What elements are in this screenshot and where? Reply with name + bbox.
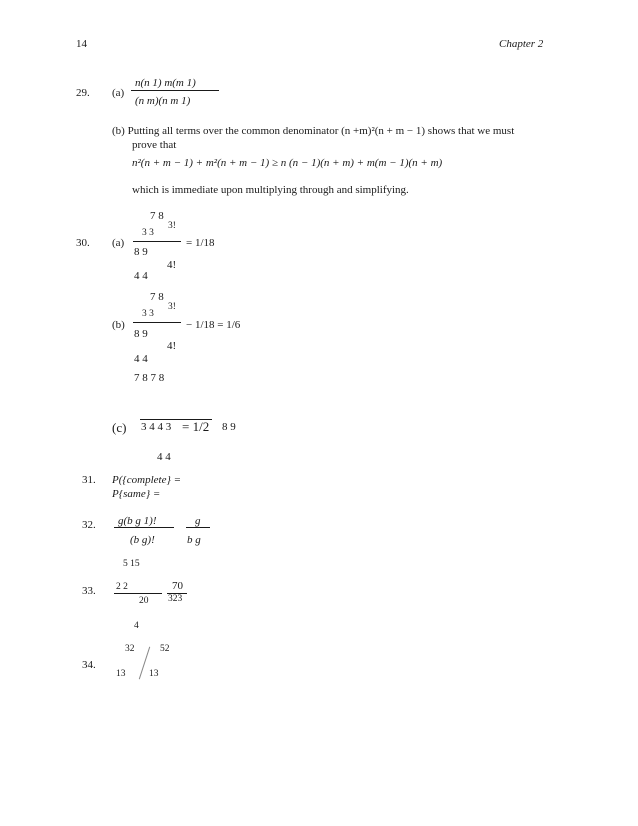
p30a-top: 7 8 [150,210,164,222]
p30c-44: 4 4 [157,451,171,463]
problem-30-number: 30. [76,237,90,249]
p30c-digits: 3 4 4 3 [141,421,172,433]
problem-29b-inequality: n²(n + m − 1) + m²(n + m − 1) ≥ n (n − 1)(n + m) + m(m − 1)(n + m) [132,157,443,169]
fraction-bar [114,593,162,594]
problem-29a-label: (a) [112,87,125,99]
p34-bottom-right: 13 [149,669,159,679]
p31-line1: P({complete} = [112,474,182,486]
fraction-bar [131,90,219,91]
p30b-threes: 3 3 [142,309,154,319]
p32-denominator-2: b g [187,534,201,546]
p30a-result: = 1/18 [186,237,215,249]
problem-29b-text: (b) Putting all terms over the common denominator (n +m)²(n + m − 1) shows that we must [112,125,515,137]
p30b-result: − 1/18 = 1/6 [186,319,241,331]
problem-30b-label: (b) [112,319,125,331]
fraction-bar [133,322,181,323]
problem-29b-text: which is immediate upon multiplying through and simplifying. [132,184,409,196]
p33-top: 5 15 [123,559,140,569]
fraction-bar [114,527,174,528]
p33-frac-num: 70 [172,580,183,592]
p31-line2: P{same} = [112,488,161,500]
p32-numerator-1: g(b g 1)! [118,515,157,527]
problem-29b-text: prove that [132,139,177,151]
problem-30c-label: (c) [112,420,127,435]
p33-frac-den: 323 [168,594,183,604]
problem-29a-numerator: n(n 1) m(m 1) [135,77,196,89]
problem-32-number: 32. [82,519,96,531]
p30a-threes: 3 3 [142,228,154,238]
p30b-top: 7 8 [150,291,164,303]
p30a-89: 8 9 [134,246,148,258]
problem-34-number: 34. [82,659,96,671]
p32-numerator-2: g [195,515,201,527]
p33-denominator: 20 [139,596,149,606]
p30c-89: 8 9 [222,421,236,433]
p30a-factorial: 3! [168,221,176,231]
p33-bottom: 4 [134,621,139,631]
problem-33-number: 33. [82,585,96,597]
p32-denominator-1: (b g)! [130,534,155,546]
p33-row: 2 2 [116,582,128,592]
problem-31-number: 31. [82,474,96,486]
page-number: 14 [76,38,87,50]
p30b-factorial: 3! [168,302,176,312]
problem-29-number: 29. [76,87,90,99]
p30b-44: 4 4 [134,353,148,365]
fraction-bar [186,527,210,528]
problem-30a-label: (a) [112,237,125,249]
fraction-bar [133,241,181,242]
p30b-89: 8 9 [134,328,148,340]
p34-top-right: 52 [160,644,170,654]
p30c-result: = 1/2 [182,419,210,434]
p30a-4factorial: 4! [167,259,177,271]
p34-bottom-left: 13 [116,669,126,679]
chapter-heading: Chapter 2 [499,38,544,50]
p30b-4factorial: 4! [167,340,177,352]
p34-top-left: 32 [125,644,135,654]
p30b-row: 7 8 7 8 [134,372,165,384]
problem-29a-denominator: (n m)(n m 1) [135,95,191,107]
p30a-44: 4 4 [134,270,148,282]
